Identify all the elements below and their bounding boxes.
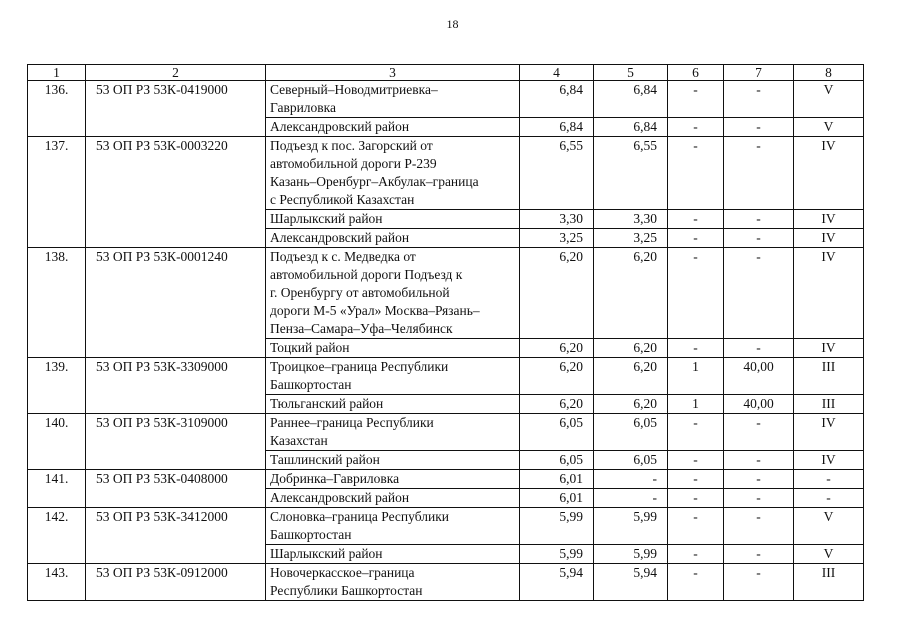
cell-c5: - [594, 489, 668, 508]
cell-c5: 3,30 [594, 210, 668, 229]
cell-c4: 3,30 [520, 210, 594, 229]
name-line: Слоновка–граница Республики [270, 509, 449, 524]
name-line: Раннее–граница Республики [270, 415, 434, 430]
cell-c7: - [724, 137, 794, 210]
cell-c6: - [668, 414, 724, 451]
cell-c7: - [724, 81, 794, 118]
header-cell: 7 [724, 65, 794, 81]
name-line: Добринка–Гавриловка [270, 471, 400, 486]
name-line: автомобильной дороги Подъезд к [270, 267, 463, 282]
cell-c5: 5,94 [594, 564, 668, 601]
row-number: 137. [28, 137, 86, 248]
cell-c7: - [724, 489, 794, 508]
cell-c6: - [668, 451, 724, 470]
district-name [266, 451, 520, 470]
cell-c5: 6,20 [594, 358, 668, 395]
name-line: Подъезд к с. Медведка от [270, 249, 416, 264]
cell-c5: 6,05 [594, 451, 668, 470]
cell-c6: - [668, 137, 724, 210]
cell-c7: - [724, 210, 794, 229]
cell-c5: 3,25 [594, 229, 668, 248]
cell-c4: 5,99 [520, 545, 594, 564]
cell-c7: - [724, 414, 794, 451]
cell-c4: 6,20 [520, 339, 594, 358]
name-line: Подъезд к пос. Загорский от [270, 138, 433, 153]
cell-c5: 6,20 [594, 395, 668, 414]
cell-c8: IV [794, 339, 864, 358]
row-number: 140. [28, 414, 86, 470]
road-code: 53 ОП РЗ 53К-0419000 [86, 81, 266, 137]
cell-c4: 6,20 [520, 248, 594, 339]
table-row-road [28, 248, 864, 339]
cell-c5: - [594, 470, 668, 489]
district-name [266, 210, 520, 229]
name-line: Казахстан [270, 433, 328, 448]
cell-c4: 6,01 [520, 489, 594, 508]
cell-c7: - [724, 248, 794, 339]
row-number: 143. [28, 564, 86, 601]
cell-c4: 6,05 [520, 451, 594, 470]
cell-c5: 6,20 [594, 248, 668, 339]
cell-c5: 5,99 [594, 545, 668, 564]
table-row-road [28, 414, 864, 451]
road-name [266, 564, 520, 601]
table-row-road [28, 508, 864, 545]
road-code: 53 ОП РЗ 53К-0003220 [86, 137, 266, 248]
header-cell: 3 [266, 65, 520, 81]
name-line: с Республикой Казахстан [270, 192, 415, 207]
road-code: 53 ОП РЗ 53К-3412000 [86, 508, 266, 564]
cell-c5: 6,55 [594, 137, 668, 210]
name-line: Александровский район [270, 490, 410, 505]
cell-c8: V [794, 118, 864, 137]
name-line: Казань–Оренбург–Акбулак–граница [270, 174, 479, 189]
cell-c4: 3,25 [520, 229, 594, 248]
cell-c8: IV [794, 451, 864, 470]
cell-c8: III [794, 358, 864, 395]
cell-c4: 5,94 [520, 564, 594, 601]
cell-c8: - [794, 470, 864, 489]
cell-c6: - [668, 210, 724, 229]
name-line: автомобильной дороги Р-239 [270, 156, 437, 171]
road-code: 53 ОП РЗ 53К-0001240 [86, 248, 266, 358]
cell-c7: - [724, 545, 794, 564]
road-name [266, 414, 520, 451]
page-number: 18 [446, 17, 459, 31]
cell-c6: - [668, 508, 724, 545]
header-cell: 5 [594, 65, 668, 81]
cell-c5: 5,99 [594, 508, 668, 545]
cell-c6: 1 [668, 358, 724, 395]
name-line: Республики Башкортостан [270, 583, 423, 598]
name-line: Тоцкий район [270, 340, 350, 355]
row-number: 139. [28, 358, 86, 414]
cell-c6: - [668, 229, 724, 248]
cell-c4: 6,84 [520, 118, 594, 137]
district-name [266, 545, 520, 564]
row-number: 136. [28, 81, 86, 137]
district-name [266, 489, 520, 508]
name-line: Гавриловка [270, 100, 337, 115]
road-name [266, 470, 520, 489]
name-line: Александровский район [270, 230, 410, 245]
district-name [266, 229, 520, 248]
cell-c8: IV [794, 229, 864, 248]
cell-c7: 40,00 [724, 358, 794, 395]
road-code: 53 ОП РЗ 53К-0912000 [86, 564, 266, 601]
cell-c8: IV [794, 248, 864, 339]
name-line: Башкортостан [270, 527, 352, 542]
district-name [266, 339, 520, 358]
cell-c7: - [724, 339, 794, 358]
cell-c7: - [724, 118, 794, 137]
road-name [266, 358, 520, 395]
cell-c4: 6,01 [520, 470, 594, 489]
cell-c6: - [668, 81, 724, 118]
cell-c4: 5,99 [520, 508, 594, 545]
name-line: Тюльганский район [270, 396, 384, 411]
cell-c6: - [668, 545, 724, 564]
name-line: Ташлинский район [270, 452, 380, 467]
name-line: г. Оренбургу от автомобильной [270, 285, 450, 300]
cell-c8: V [794, 81, 864, 118]
cell-c8: III [794, 564, 864, 601]
name-line: Башкортостан [270, 377, 352, 392]
cell-c4: 6,20 [520, 395, 594, 414]
cell-c6: - [668, 118, 724, 137]
road-code: 53 ОП РЗ 53К-0408000 [86, 470, 266, 508]
cell-c6: - [668, 470, 724, 489]
name-line: Троицкое–граница Республики [270, 359, 449, 374]
table-row-road [28, 358, 864, 395]
cell-c4: 6,05 [520, 414, 594, 451]
cell-c4: 6,84 [520, 81, 594, 118]
cell-c8: IV [794, 414, 864, 451]
cell-c8: V [794, 545, 864, 564]
cell-c6: - [668, 339, 724, 358]
table-body [28, 81, 864, 601]
cell-c8: III [794, 395, 864, 414]
header-cell: 8 [794, 65, 864, 81]
cell-c5: 6,20 [594, 339, 668, 358]
row-number: 142. [28, 508, 86, 564]
name-line: Пенза–Самара–Уфа–Челябинск [270, 321, 453, 336]
cell-c4: 6,20 [520, 358, 594, 395]
name-line: Шарлыкский район [270, 546, 383, 561]
name-line: Новочеркасское–граница [270, 565, 415, 580]
cell-c7: 40,00 [724, 395, 794, 414]
cell-c7: - [724, 564, 794, 601]
header-row [28, 65, 864, 81]
table-row-road [28, 564, 864, 601]
cell-c6: - [668, 248, 724, 339]
road-name [266, 248, 520, 339]
cell-c5: 6,05 [594, 414, 668, 451]
name-line: Северный–Новодмитриевка– [270, 82, 438, 97]
road-name [266, 81, 520, 118]
district-name [266, 118, 520, 137]
table-row-road [28, 470, 864, 489]
header-cell: 1 [28, 65, 86, 81]
cell-c6: - [668, 564, 724, 601]
cell-c5: 6,84 [594, 118, 668, 137]
cell-c5: 6,84 [594, 81, 668, 118]
cell-c7: - [724, 508, 794, 545]
cell-c8: - [794, 489, 864, 508]
row-number: 141. [28, 470, 86, 508]
header-cell: 4 [520, 65, 594, 81]
cell-c8: IV [794, 210, 864, 229]
cell-c8: V [794, 508, 864, 545]
header-cell: 6 [668, 65, 724, 81]
header-cell: 2 [86, 65, 266, 81]
road-name [266, 508, 520, 545]
road-code: 53 ОП РЗ 53К-3109000 [86, 414, 266, 470]
road-code: 53 ОП РЗ 53К-3309000 [86, 358, 266, 414]
table-row-road [28, 81, 864, 118]
district-name [266, 395, 520, 414]
roads-table [27, 64, 864, 601]
cell-c7: - [724, 470, 794, 489]
name-line: Александровский район [270, 119, 410, 134]
cell-c7: - [724, 451, 794, 470]
cell-c6: 1 [668, 395, 724, 414]
name-line: дороги М-5 «Урал» Москва–Рязань– [270, 303, 480, 318]
cell-c4: 6,55 [520, 137, 594, 210]
row-number: 138. [28, 248, 86, 358]
table-row-road [28, 137, 864, 210]
cell-c7: - [724, 229, 794, 248]
cell-c6: - [668, 489, 724, 508]
name-line: Шарлыкский район [270, 211, 383, 226]
road-name [266, 137, 520, 210]
cell-c8: IV [794, 137, 864, 210]
